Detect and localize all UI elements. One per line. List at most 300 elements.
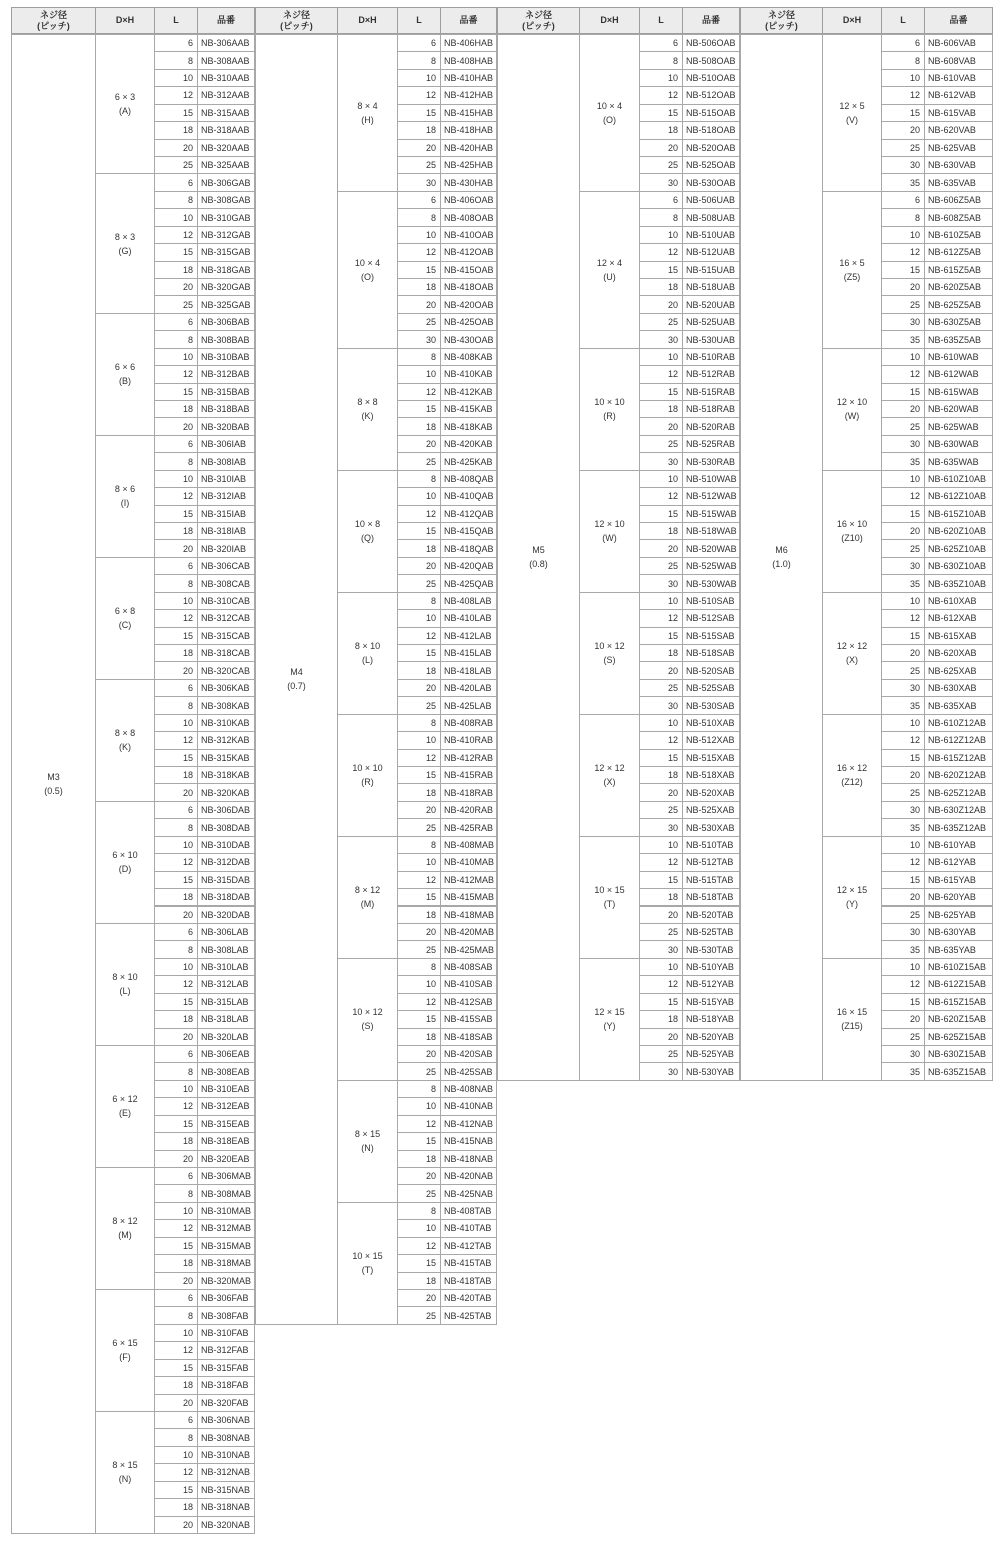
- length-value: 15: [182, 1362, 193, 1373]
- part-number-cell: [682, 121, 740, 139]
- part-number: NB-512WAB: [686, 491, 737, 502]
- dh-value: 16 × 12: [836, 763, 868, 774]
- part-number-cell: [440, 853, 497, 871]
- part-number: NB-615YAB: [928, 874, 976, 885]
- part-number: NB-310AAB: [201, 73, 250, 84]
- part-number: NB-312EAB: [201, 1101, 250, 1112]
- length-value: 20: [909, 125, 920, 136]
- length-cell: [639, 243, 683, 261]
- length-cell: [639, 121, 683, 139]
- length-cell: [397, 1097, 441, 1115]
- part-number: NB-315KAB: [201, 752, 250, 763]
- length-value: 25: [425, 822, 436, 833]
- length-cell: [639, 522, 683, 540]
- part-number-cell: [924, 104, 993, 122]
- length-value: 20: [425, 927, 436, 938]
- part-number-cell: [440, 104, 497, 122]
- length-value: 18: [182, 648, 193, 659]
- part-number: NB-408RAB: [444, 717, 494, 728]
- thread-size: M5: [532, 545, 545, 556]
- thread-size-cell: [255, 34, 338, 1325]
- part-number: NB-412RAB: [444, 752, 494, 763]
- part-number: NB-530RAB: [686, 456, 736, 467]
- part-number-cell: [197, 1516, 255, 1534]
- part-number: NB-318KAB: [201, 770, 250, 781]
- part-number: NB-308DAB: [201, 822, 251, 833]
- part-number: NB-420NAB: [444, 1171, 494, 1182]
- part-number: NB-415MAB: [444, 892, 495, 903]
- thread-size-cell: [497, 34, 580, 1081]
- dh-value: 8 × 12: [112, 1216, 138, 1227]
- length-cell: [397, 435, 441, 453]
- header-part-number: [924, 7, 993, 34]
- part-number: NB-615VAB: [928, 107, 976, 118]
- part-number: NB-410TAB: [444, 1223, 492, 1234]
- length-value: 20: [425, 439, 436, 450]
- part-number-cell: [197, 818, 255, 836]
- part-number-cell: [682, 417, 740, 435]
- part-number: NB-630Z10AB: [928, 561, 987, 572]
- length-cell: [154, 661, 198, 679]
- dh-value: 6 × 8: [114, 606, 136, 617]
- header-l: [154, 7, 198, 34]
- part-number: NB-620XAB: [928, 648, 977, 659]
- length-value: 12: [182, 1101, 193, 1112]
- part-number: NB-425NAB: [444, 1188, 494, 1199]
- length-cell: [397, 34, 441, 52]
- length-value: 15: [667, 874, 678, 885]
- length-value: 10: [182, 1450, 193, 1461]
- part-number-cell: [440, 801, 497, 819]
- dh-code: (F): [119, 1352, 131, 1363]
- part-number-cell: [440, 731, 497, 749]
- dh-cell: [95, 679, 155, 802]
- part-number-cell: [682, 853, 740, 871]
- length-cell: [397, 783, 441, 801]
- length-cell: [639, 818, 683, 836]
- part-number-cell: [924, 330, 993, 348]
- length-cell: [881, 435, 925, 453]
- length-cell: [154, 1498, 198, 1516]
- part-number-cell: [440, 557, 497, 575]
- length-cell: [639, 313, 683, 331]
- part-number-cell: [197, 261, 255, 279]
- length-cell: [397, 226, 441, 244]
- length-cell: [639, 86, 683, 104]
- dh-code: (Z5): [843, 271, 861, 282]
- part-number-cell: [682, 1062, 740, 1080]
- length-value: 8: [187, 456, 193, 467]
- length-cell: [881, 627, 925, 645]
- part-number-cell: [924, 888, 993, 906]
- length-value: 12: [667, 247, 678, 258]
- length-value: 18: [425, 282, 436, 293]
- part-number-cell: [682, 975, 740, 993]
- part-number-cell: [440, 313, 497, 331]
- length-cell: [154, 243, 198, 261]
- length-cell: [639, 783, 683, 801]
- part-number: NB-320EAB: [201, 1153, 250, 1164]
- part-number: NB-412LAB: [444, 630, 492, 641]
- part-number: NB-512XAB: [686, 735, 735, 746]
- part-number-cell: [440, 923, 497, 941]
- part-number: NB-515XAB: [686, 752, 735, 763]
- part-number-cell: [197, 1376, 255, 1394]
- length-cell: [397, 1254, 441, 1272]
- dh-cell: [337, 34, 398, 192]
- length-value: 15: [425, 264, 436, 275]
- part-number-cell: [682, 383, 740, 401]
- length-cell: [397, 330, 441, 348]
- part-number: NB-510YAB: [686, 961, 734, 972]
- header-title: ネジ径: [39, 9, 67, 20]
- length-value: 10: [425, 979, 436, 990]
- dh-code: (R): [603, 411, 616, 422]
- part-number: NB-308KAB: [201, 700, 250, 711]
- part-number-cell: [197, 1481, 255, 1499]
- length-cell: [154, 923, 198, 941]
- part-number: NB-312IAB: [201, 491, 247, 502]
- length-value: 8: [187, 822, 193, 833]
- dh-value: 10 × 4: [596, 100, 623, 111]
- dh-code: (O): [603, 114, 616, 125]
- part-number-cell: [440, 958, 497, 976]
- length-value: 20: [182, 1153, 193, 1164]
- part-number-cell: [197, 696, 255, 714]
- length-value: 18: [182, 1014, 193, 1025]
- part-number: NB-606Z5AB: [928, 195, 982, 206]
- length-value: 15: [182, 874, 193, 885]
- length-cell: [397, 173, 441, 191]
- dh-code: (Z12): [841, 777, 863, 788]
- header-thread-pitch: [740, 7, 823, 34]
- length-value: 6: [430, 38, 436, 49]
- length-value: 15: [909, 752, 920, 763]
- part-number-cell: [924, 679, 993, 697]
- length-value: 8: [672, 212, 678, 223]
- length-cell: [397, 522, 441, 540]
- length-cell: [639, 226, 683, 244]
- part-number-cell: [440, 1010, 497, 1028]
- length-cell: [639, 1045, 683, 1063]
- dh-value: 12 × 12: [594, 763, 625, 774]
- part-number-cell: [924, 836, 993, 854]
- length-cell: [397, 1306, 441, 1324]
- part-number-cell: [924, 958, 993, 976]
- length-value: 10: [667, 961, 678, 972]
- length-value: 8: [430, 961, 436, 972]
- length-cell: [639, 940, 683, 958]
- part-number-cell: [440, 539, 497, 557]
- part-number-cell: [682, 958, 740, 976]
- part-number-cell: [682, 731, 740, 749]
- length-value: 20: [182, 1031, 193, 1042]
- part-number: NB-412NAB: [444, 1118, 494, 1129]
- part-number: NB-312LAB: [201, 979, 249, 990]
- part-number: NB-630Z15AB: [928, 1049, 987, 1060]
- part-number: NB-630VAB: [928, 160, 976, 171]
- part-number: NB-412MAB: [444, 874, 495, 885]
- part-number: NB-306AAB: [201, 38, 250, 49]
- length-cell: [639, 679, 683, 697]
- length-value: 10: [182, 473, 193, 484]
- length-cell: [639, 644, 683, 662]
- part-number: NB-312CAB: [201, 613, 251, 624]
- part-number-cell: [440, 609, 497, 627]
- part-number: NB-312BAB: [201, 369, 250, 380]
- length-cell: [154, 1394, 198, 1412]
- part-number-cell: [440, 1115, 497, 1133]
- length-value: 30: [667, 822, 678, 833]
- dh-code: (K): [119, 742, 131, 753]
- part-number: NB-420TAB: [444, 1293, 492, 1304]
- part-number: NB-312DAB: [201, 857, 251, 868]
- part-number: NB-610Z15AB: [928, 961, 987, 972]
- length-cell: [154, 1463, 198, 1481]
- part-number: NB-635XAB: [928, 700, 977, 711]
- part-number-cell: [440, 1080, 497, 1098]
- length-value: 35: [909, 456, 920, 467]
- length-cell: [154, 121, 198, 139]
- part-number: NB-612WAB: [928, 369, 979, 380]
- length-cell: [154, 749, 198, 767]
- part-number: NB-318EAB: [201, 1136, 250, 1147]
- dh-code: (B): [119, 376, 131, 387]
- length-value: 6: [187, 1171, 193, 1182]
- length-cell: [154, 34, 198, 52]
- dh-cell: [337, 1202, 398, 1325]
- part-number: NB-418LAB: [444, 665, 492, 676]
- part-number: NB-525WAB: [686, 561, 737, 572]
- length-cell: [397, 208, 441, 226]
- length-value: 20: [182, 282, 193, 293]
- part-number-cell: [197, 1306, 255, 1324]
- length-cell: [154, 208, 198, 226]
- header-thread-pitch: [497, 7, 580, 34]
- length-value: 10: [667, 351, 678, 362]
- part-number-cell: [440, 574, 497, 592]
- dh-code: (I): [120, 498, 130, 509]
- length-value: 30: [667, 578, 678, 589]
- dh-cell: [579, 34, 640, 192]
- part-number: NB-630Z12AB: [928, 805, 987, 816]
- part-number: NB-415KAB: [444, 404, 493, 415]
- length-cell: [397, 818, 441, 836]
- length-value: 6: [187, 38, 193, 49]
- length-value: 15: [909, 630, 920, 641]
- length-cell: [154, 365, 198, 383]
- part-number: NB-415HAB: [444, 107, 494, 118]
- part-number-cell: [924, 191, 993, 209]
- length-cell: [154, 1028, 198, 1046]
- length-cell: [639, 383, 683, 401]
- part-number-cell: [197, 348, 255, 366]
- length-value: 20: [909, 1014, 920, 1025]
- length-cell: [397, 888, 441, 906]
- length-value: 15: [909, 264, 920, 275]
- length-value: 10: [909, 73, 920, 84]
- length-cell: [639, 348, 683, 366]
- part-number-cell: [924, 871, 993, 889]
- length-cell: [397, 505, 441, 523]
- part-number-cell: [924, 156, 993, 174]
- length-cell: [154, 1202, 198, 1220]
- length-cell: [881, 348, 925, 366]
- part-number: NB-615Z10AB: [928, 508, 987, 519]
- length-cell: [639, 975, 683, 993]
- length-value: 6: [187, 1293, 193, 1304]
- dh-cell: [95, 173, 155, 313]
- length-value: 10: [182, 212, 193, 223]
- dh-value: 12 × 10: [594, 519, 625, 530]
- length-value: 25: [909, 142, 920, 153]
- part-number-cell: [440, 1289, 497, 1307]
- part-number: NB-415TAB: [444, 1258, 492, 1269]
- length-value: 10: [667, 229, 678, 240]
- part-number-cell: [682, 295, 740, 313]
- length-value: 30: [667, 1066, 678, 1077]
- length-cell: [639, 714, 683, 732]
- header-dh: [337, 7, 398, 34]
- length-value: 20: [667, 787, 678, 798]
- length-value: 25: [425, 317, 436, 328]
- length-cell: [397, 383, 441, 401]
- length-cell: [397, 1115, 441, 1133]
- length-value: 12: [425, 247, 436, 258]
- length-cell: [639, 609, 683, 627]
- part-number-cell: [440, 592, 497, 610]
- length-value: 20: [182, 142, 193, 153]
- length-value: 25: [909, 421, 920, 432]
- length-cell: [154, 644, 198, 662]
- length-cell: [397, 644, 441, 662]
- part-number-cell: [197, 836, 255, 854]
- length-value: 20: [425, 1293, 436, 1304]
- part-number: NB-512OAB: [686, 90, 736, 101]
- length-value: 8: [672, 55, 678, 66]
- header-title: ネジ径: [524, 9, 552, 20]
- part-number-cell: [197, 871, 255, 889]
- part-number: NB-320NAB: [201, 1519, 251, 1530]
- length-value: 20: [667, 1031, 678, 1042]
- length-value: 15: [425, 107, 436, 118]
- length-cell: [639, 191, 683, 209]
- length-cell: [881, 452, 925, 470]
- dh-value: 12 × 4: [596, 257, 623, 268]
- length-cell: [639, 1028, 683, 1046]
- part-number: NB-312KAB: [201, 735, 250, 746]
- length-value: 6: [187, 1049, 193, 1060]
- length-value: 20: [909, 404, 920, 415]
- length-value: 15: [667, 107, 678, 118]
- dh-cell: [579, 836, 640, 959]
- length-value: 15: [182, 1118, 193, 1129]
- part-number-cell: [440, 452, 497, 470]
- part-number-cell: [682, 1028, 740, 1046]
- length-value: 10: [182, 839, 193, 850]
- length-cell: [154, 609, 198, 627]
- dh-value: 12 × 5: [839, 100, 865, 111]
- dh-cell: [95, 557, 155, 680]
- part-number: NB-315LAB: [201, 996, 249, 1007]
- dh-code: (L): [119, 986, 131, 997]
- part-number-cell: [197, 383, 255, 401]
- part-number-cell: [924, 208, 993, 226]
- part-number: NB-320GAB: [201, 282, 251, 293]
- length-cell: [397, 1080, 441, 1098]
- length-value: 25: [425, 1066, 436, 1077]
- length-value: 18: [667, 892, 678, 903]
- length-value: 6: [187, 439, 193, 450]
- part-number: NB-515YAB: [686, 996, 734, 1007]
- length-cell: [154, 853, 198, 871]
- dh-value: 10 × 4: [354, 257, 381, 268]
- part-number: NB-635Z12AB: [928, 822, 987, 833]
- length-value: 15: [425, 770, 436, 781]
- part-number-cell: [440, 766, 497, 784]
- part-number: NB-620WAB: [928, 404, 979, 415]
- part-number: NB-318CAB: [201, 648, 251, 659]
- dh-code: (Y): [603, 1021, 616, 1032]
- part-number-cell: [440, 888, 497, 906]
- header-title: 品番: [216, 15, 235, 25]
- part-number-cell: [197, 1237, 255, 1255]
- part-number-cell: [682, 313, 740, 331]
- dh-cell: [95, 1289, 155, 1412]
- part-number-cell: [197, 923, 255, 941]
- dh-cell: [337, 958, 398, 1081]
- length-value: 15: [182, 247, 193, 258]
- length-value: 8: [430, 351, 436, 362]
- part-number: NB-620VAB: [928, 125, 976, 136]
- part-number-cell: [440, 1028, 497, 1046]
- length-value: 25: [909, 665, 920, 676]
- part-number-cell: [924, 243, 993, 261]
- length-cell: [154, 69, 198, 87]
- length-value: 30: [909, 160, 920, 171]
- length-value: 10: [182, 595, 193, 606]
- length-cell: [639, 836, 683, 854]
- length-value: 20: [667, 909, 678, 920]
- part-number: NB-410HAB: [444, 73, 494, 84]
- part-number-cell: [924, 696, 993, 714]
- part-number-cell: [924, 139, 993, 157]
- part-number-cell: [682, 139, 740, 157]
- dh-cell: [95, 1411, 155, 1534]
- dh-cell: [95, 801, 155, 924]
- part-number-cell: [682, 435, 740, 453]
- length-value: 12: [909, 979, 920, 990]
- dh-cell: [579, 470, 640, 593]
- length-value: 18: [182, 264, 193, 275]
- part-number-cell: [924, 452, 993, 470]
- length-cell: [397, 261, 441, 279]
- dh-cell: [337, 592, 398, 715]
- length-cell: [397, 278, 441, 296]
- length-cell: [639, 696, 683, 714]
- length-cell: [154, 1132, 198, 1150]
- part-number-cell: [197, 435, 255, 453]
- part-number: NB-420OAB: [444, 299, 494, 310]
- part-number-cell: [440, 69, 497, 87]
- part-number: NB-408LAB: [444, 595, 492, 606]
- length-value: 18: [182, 1258, 193, 1269]
- length-cell: [154, 1045, 198, 1063]
- length-value: 12: [909, 90, 920, 101]
- part-number-cell: [197, 1097, 255, 1115]
- part-number: NB-635Z5AB: [928, 334, 982, 345]
- part-number: NB-508UAB: [686, 212, 736, 223]
